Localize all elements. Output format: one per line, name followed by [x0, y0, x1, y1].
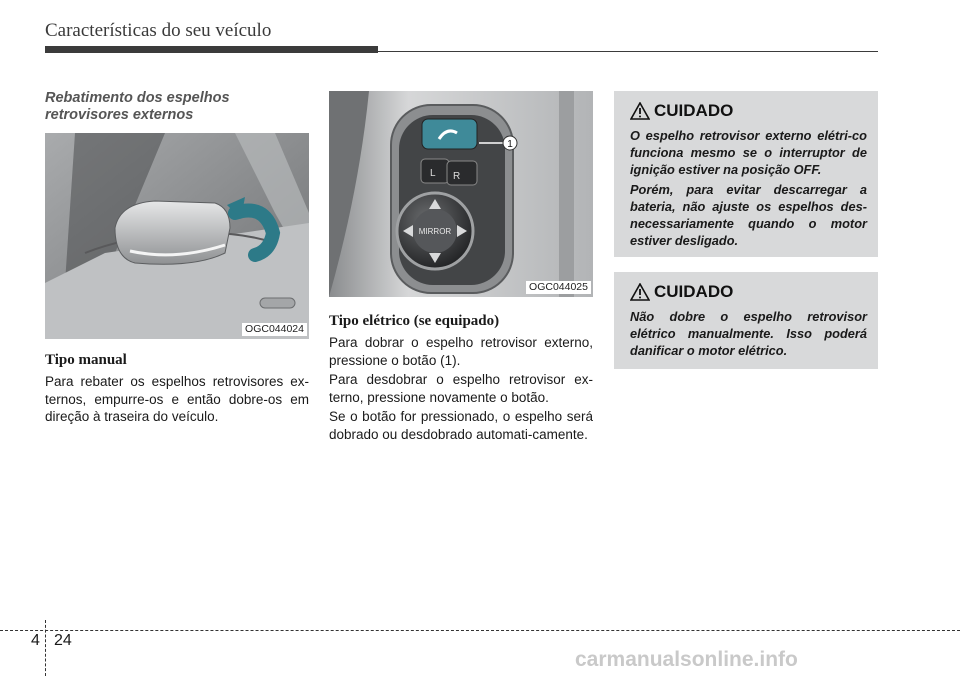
caution-2-paragraph-1: Não dobre o espelho retrovisor elétrico manualmente. Isso poderá danificar o motor elétrico.	[630, 309, 867, 358]
caution-title-2: CUIDADO	[654, 282, 734, 301]
header-bar	[45, 46, 378, 53]
manual-paragraph: Para rebater os espelhos retrovisores ex-ternos, empurre-os e então dobre-os em direção à traseira do veículo.	[45, 374, 309, 424]
watermark: carmanualsonline.info	[575, 648, 798, 671]
section-title: Rebatimento dos espelhos retrovisores externos	[45, 90, 230, 123]
footer-rule	[0, 630, 960, 631]
caution-1-paragraph-1: O espelho retrovisor externo elétri-co funciona mesmo se o interruptor de ignição estiver na posição OFF.	[630, 128, 867, 177]
switch-l-label: L	[430, 168, 436, 179]
electric-paragraph-1: Para dobrar o espelho retrovisor externo, pressione o botão (1).	[329, 335, 593, 368]
manual-mirror-illustration	[45, 133, 309, 339]
electric-paragraph-3: Se o botão for pressionado, o espelho será dobrado ou desdobrado automati-camente.	[329, 409, 593, 442]
header-rule	[378, 51, 878, 52]
callout-number: 1	[507, 139, 513, 150]
image-code-1: OGC044024	[242, 323, 307, 336]
caution-title-1: CUIDADO	[654, 101, 734, 120]
footer-divider	[45, 620, 46, 676]
warning-triangle-icon	[630, 283, 650, 301]
manual-subtitle: Tipo manual	[45, 352, 127, 368]
electric-text	[329, 334, 593, 445]
electric-switch-illustration	[329, 91, 593, 297]
caution-box-2	[614, 272, 878, 369]
manual-text	[45, 373, 309, 428]
page-header-title: Características do seu veículo	[45, 20, 272, 41]
warning-triangle-icon	[630, 102, 650, 120]
chapter-number: 4	[31, 632, 40, 649]
electric-subtitle: Tipo elétrico (se equipado)	[329, 313, 500, 329]
switch-r-label: R	[453, 171, 461, 182]
caution-1-paragraph-2: Porém, para evitar descarregar a bateria, não ajuste os espelhos des-necessariamente quando o motor estiver desligado.	[630, 182, 867, 248]
caution-box-1	[614, 91, 878, 257]
page-number: 24	[54, 632, 72, 649]
image-code-2: OGC044025	[526, 281, 591, 294]
knob-label: MIRROR	[418, 227, 452, 236]
electric-paragraph-2: Para desdobrar o espelho retrovisor ex-terno, pressione novamente o botão.	[329, 372, 593, 405]
